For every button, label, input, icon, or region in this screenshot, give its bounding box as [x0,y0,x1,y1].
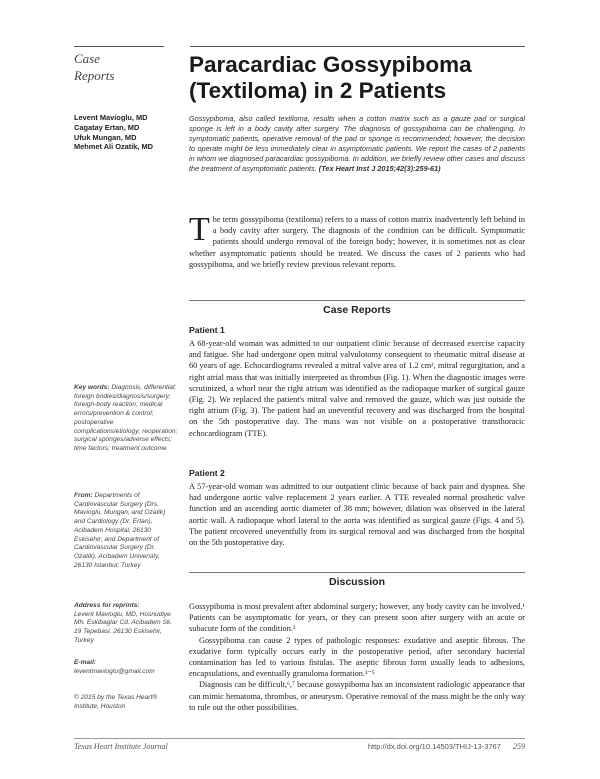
patient2-heading: Patient 2 [189,468,225,478]
patient1-text-block [189,338,525,439]
keywords-block [74,384,178,454]
author: Levent Mavioglu, MD [74,113,148,122]
email-link[interactable]: leventmavioglu@gmail.com [74,667,155,675]
discussion-heading: Discussion [328,576,386,588]
title-line1: Paracardiac Gossypiboma [189,52,472,77]
section-label [74,50,114,84]
intro-text: he term gossypiboma (textiloma) refers to a mass of cotton matrix inadvertently left behind in a body cavity after surgery. The diagnosis of the condition can be difficult. Symptomatic patients should undergo removal of the foreign body; however, it is sometimes not as clear whether asymptomatic patients should be treated. We discuss the cases of 2 patients who had gossypiboma, and we briefly review previous relevant reports. [189,215,525,269]
patient2-paragraph: A 57-year-old woman was admitted to our outpatient clinic because of back pain and dyspnea. She had undergone aortic valve replacement 2 years earlier. A TTE revealed normal prosthetic valve function and an ascending aortic diameter of 38 mm; however, dilation was observed in the lateral aortic wall. A radiopaque whorl lateral to the aorta was identified as surgical gauze (Figs. 4 and 5). The patient recovered uneventfully from its surgical removal and was discharged from the hospital on the 5th postoperative day. [189,482,525,548]
footer-right [368,742,525,751]
affiliation-block [74,492,178,570]
reprints-text: Levent Mavioglu, MD, Hosnudiye Mh. Eskibaglar Cd. Acibadem Sk. 19 Tepebasi, 26130 Eskisehir, Turkey [74,610,172,644]
copyright-text: © 2015 by the Texas Heart® Institute, Houston [74,694,158,710]
drop-cap: T [189,211,210,248]
email-label: E-mail: [74,659,96,666]
author: Ufuk Mungan, MD [74,132,137,142]
footer-journal: Texas Heart Institute Journal [74,742,168,751]
discussion-paragraph: Diagnosis can be difficult,⁶,⁷ because gossypiboma has an inconsistent radiologic appearance that can mimic hematoma, thrombus, or aneurysm. Operative removal of the mass might be the only way to rule out the other possibilities. [189,680,525,712]
page-number: 259 [513,742,525,751]
article-title [189,52,529,104]
author: Mehmet Ali Ozatik, MD [74,142,153,152]
footer-rule [74,738,525,739]
keywords-label: Key words: [74,384,110,391]
section-label-line2: Reports [74,68,115,83]
discussion-paragraph: Gossypiboma can cause 2 types of pathologic responses: exudative and aseptic fibrous. The exudative form typically occurs early in the postoperative period, after secondary bacterial contamination has led to various fistulas. The aseptic fibrous form usually leads to adhesions, encapsulations, and eventually granuloma formation.³⁻⁵ [189,635,525,679]
from-text: Departments of Cardiovascular Surgery (Drs. Mavioglu, Mungan, and Ozatik) and Cardiology (Dr. Ertan), Acibadem Hospital, 26130 Eskisehir; and Department of Cardiovascular Surgery (Dr. Ozatik), Acibadem University, 26130 Istanbul; Turkey [74,492,166,569]
footer-doi[interactable]: http://dx.doi.org/10.14503/THIJ-13-3767 [367,742,501,751]
case-reports-rule [189,300,525,301]
email-block [74,659,178,676]
section-label-line1: Case [74,51,100,66]
from-label: From: [74,492,93,499]
keywords-text: Diagnosis, differential; foreign bodies/diagnosis/surgery; foreign-body reaction; medical errors/prevention & control; postoperative complications/etiology; reoperation; surgical sponges/adverse effects; time factors; treatment outcome [74,384,178,452]
patient1-paragraph: A 68-year-old woman was admitted to our outpatient clinic because of decreased exercise capacity and fatigue. She had undergone open mitral valvulotomy consequent to rheumatic mitral disease at 60 years of age. Echocardiograms revealed a mitral valve area of 1.2 cm², mitral regurgitation, and a right atrial mass that was initially interpreted as thrombus (Fig. 1). When the diagnostic images were scrutinized, a whorl near the right atrium was identified as the radiopaque marker of surgical gauze (Fig. 2). We replaced the patient's mitral valve and removed the gauze, which was just outside the right atrium (Fig. 3). The patient had an uneventful recovery and was discharged from the hospital on the 5th postoperative day. The mass was not visible on a postoperative transthoracic echocardiogram (TTE). [189,339,525,438]
top-rule-right [190,46,525,47]
abstract-citation: (Tex Heart Inst J 2015;42(3):259-61) [318,163,441,173]
author: Cagatay Ertan, MD [74,122,140,132]
case-reports-heading: Case Reports [323,304,391,316]
introduction [189,211,525,270]
abstract [189,114,525,173]
reprints-block [74,602,178,646]
discussion-rule [189,572,525,573]
abstract-text: Gossypiboma, also called textiloma, results when a cotton matrix such as a gauze pad or surgical sponge is left in a body cavity after surgery. The diagnosis of gossypiboma can be challenging. In symptomatic patients, operative removal of the pad or sponge is recommended; however, the decision to operate might be less immediately clear in asymptomatic patients. We report the cases of 2 patients in whom we diagnosed paracardiac gossypiboma. In addition, we briefly review other cases and discuss the treatment of asymptomatic patients. [189,114,525,173]
title-line2: (Textiloma) in 2 Patients [189,78,447,103]
top-rule-left [74,46,164,47]
author-list [74,113,184,152]
reprints-label: Address for reprints: [74,602,140,609]
discussion-text-block [189,601,525,713]
patient2-text-block [189,481,525,548]
discussion-paragraph: Gossypiboma is most prevalent after abdominal surgery; however, any body cavity can be involved.¹ Patients can be asymptomatic for years, or they can present soon after surgery with an acute or subacute form of the condition.² [189,602,525,634]
copyright-block [74,694,178,711]
patient1-heading: Patient 1 [189,325,225,335]
